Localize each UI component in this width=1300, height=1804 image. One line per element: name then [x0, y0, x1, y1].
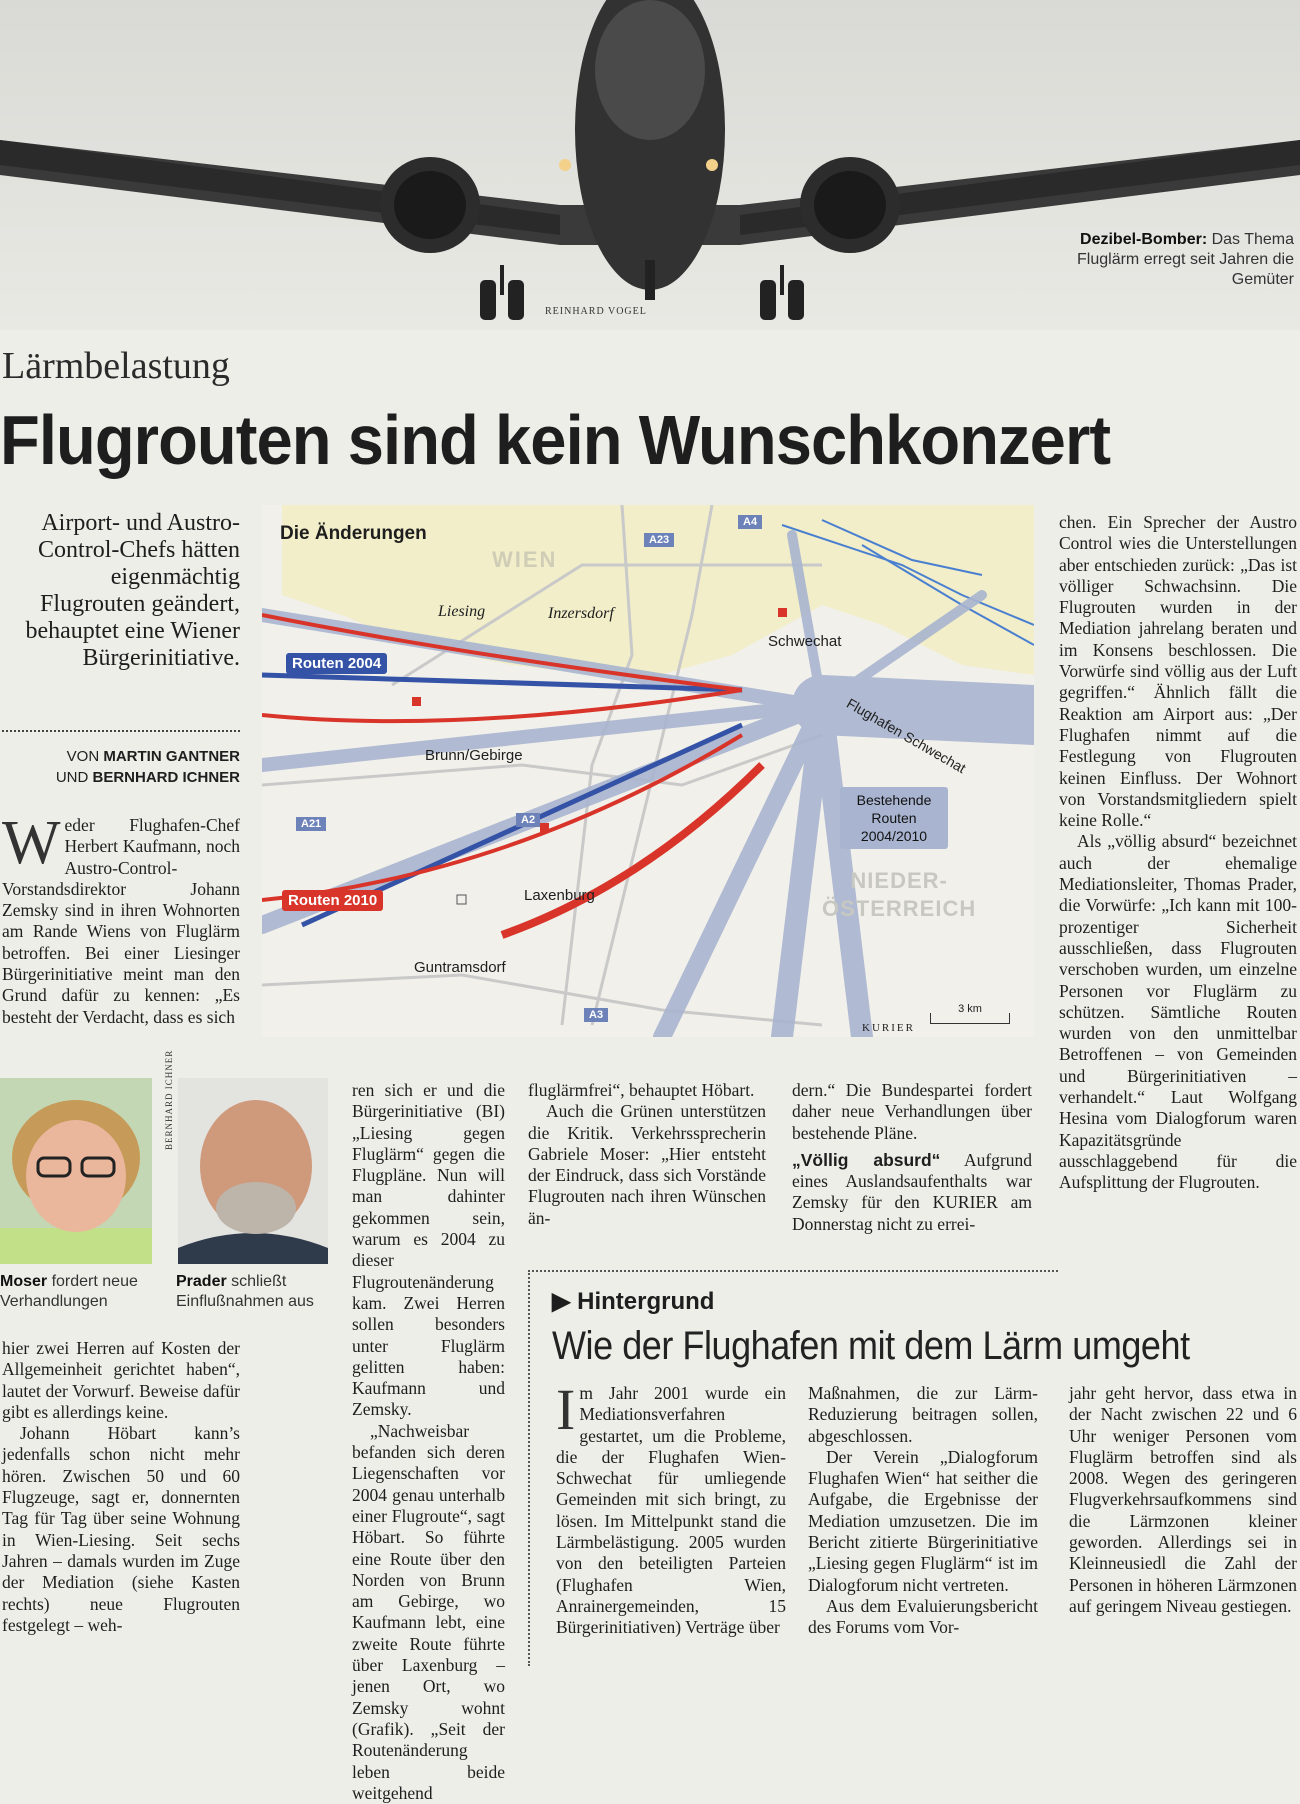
- portrait-prader-image: [178, 1078, 328, 1264]
- portrait-moser-image: [0, 1078, 152, 1264]
- paragraph: „Nachweisbar befanden sich deren Liegenschaften vor 2004 genau unterhalb einer Flugroute“, sagt Höbart. So führte eine Route über den Norden von Brunn am Gebirge, wo Kaufmann lebt, eine zweite Route führte über Laxenburg – jenen Ort, wo Zemsky wohnt (Grafik). „Seit der Routenänderung leben beide weitgehend: [352, 1420, 505, 1803]
- paragraph: Auch die Grünen unterstützen die Kritik. Verkehrssprecherin Gabriele Moser: „Hier entsteht der Eindruck, dass sich Vorstände Flugrouten nach ihren Wünschen än-: [528, 1101, 766, 1228]
- article-column-1-lower: [2, 1338, 240, 1636]
- drop-cap: W: [2, 809, 61, 877]
- caption-name: Prader: [176, 1273, 227, 1290]
- subhead-voellig-absurd: „Völlig absurd“: [792, 1149, 941, 1170]
- paragraph: Johann Höbart kann’s jedenfalls schon nicht mehr hören. Zwischen 50 und 60 Flugzeuge, sagt er, donnernten Tag für Tag über seine Wohnung in Wien-Liesing. Seit sechs Jahren – damals wurden im Zuge der Mediation (siehe Kasten rechts) neue Flugrouten festgelegt – weh-: [2, 1423, 240, 1635]
- article-intro: eder Flughafen-Chef Herbert Kaufmann, noch Austro-Control-Vorstandsdirektor Johann Zemsky sind in ihren Wohnorten am Rande Wiens von Fluglärm betroffen. Bei einer Liesinger Bürgerinitiative meint man den Grund dafür zu kennen: „Es besteht der Verdacht, dass es sich: [2, 815, 240, 1027]
- author-name: MARTIN GANTNER: [103, 748, 240, 765]
- background-box-title: Wie der Flughafen mit dem Lärm umgeht: [552, 1324, 1190, 1368]
- author-name: BERNHARD ICHNER: [92, 769, 240, 786]
- caption-text: schließt Einflußnahmen aus: [176, 1273, 314, 1310]
- map-title: Die Änderungen: [280, 523, 427, 544]
- paragraph: Maßnahmen, die zur Lärm-Reduzierung beitragen sollen, abgeschlossen.: [808, 1383, 1038, 1446]
- background-column-2: [808, 1383, 1038, 1639]
- airplane-photo: [0, 0, 1300, 330]
- label-niederoesterreich: NIEDER- ÖSTERREICH: [822, 868, 977, 921]
- photo-caption: [1054, 230, 1294, 290]
- place-laxenburg: Laxenburg: [524, 887, 595, 904]
- article-column-1: [2, 809, 240, 1028]
- paragraph: Der Verein „Dialogforum Flughafen Wien“ hat seither die Aufgabe, die Ergebnisse der Mediation umzusetzen. Die im Bericht zitierte Bürgerinitiative „Liesing gegen Fluglärm“ ist im Dialogforum nicht vertreten.: [808, 1446, 1038, 1595]
- caption-text: fordert neue Verhandlungen: [0, 1273, 138, 1310]
- photo-caption-text: Das Thema Fluglärm erregt seit Jahren die Gemüter: [1077, 231, 1294, 288]
- route-map: [262, 505, 1034, 1037]
- caption-moser: [0, 1272, 160, 1312]
- place-brunn-gebirge: Brunn/Gebirge: [425, 747, 523, 764]
- paragraph: chen. Ein Sprecher der Austro Control wies die Unterstellungen aber entschieden zurück: „Das ist völliger Schwachsinn. Die Flugrouten wurden in der Mediation jahrelang beraten und im Konsens beschlossen. Die Vorwürfe sind völlig aus der Luft gegriffen.“ Ähnlich fällt die Reaktion am Airport aus: „Der Flughafen nimmt auf die Festlegung von Flugrouten keinen Einfluss. Der Wohnort von Vorstandsmitgliedern spielt keine Rolle.“: [1059, 512, 1297, 831]
- background-text: m Jahr 2001 wurde ein Mediationsverfahren gestartet, um die Probleme, die der Flughafen Wien-Schwechat für umliegende Gemeinden mit sich bringt, zu lösen. Im Mittelpunkt stand die Lärmbelästigung. 2005 wurden von den beteiligten Parteien (Flughafen Wien, Anrainergemeinden, 15 Bürgerinitiativen) Verträge über: [556, 1383, 786, 1638]
- article-column-2: [352, 1080, 505, 1804]
- paragraph: fluglärmfrei“, behauptet Höbart.: [528, 1080, 755, 1100]
- paragraph: [792, 1150, 1032, 1235]
- marker-brunn: [412, 697, 421, 706]
- paragraph: Aus dem Evaluierungsbericht des Forums vom Vor-: [808, 1595, 1038, 1638]
- label-wien: WIEN: [492, 547, 558, 572]
- map-scale-label: 3 km: [958, 1003, 982, 1015]
- paragraph: dern.“ Die Bundespartei fordert daher neue Verhandlungen über bestehende Pläne.: [792, 1080, 1032, 1143]
- article-column-5: [1059, 512, 1297, 1194]
- photo-caption-bold: Dezibel-Bomber:: [1080, 231, 1208, 248]
- byline: [10, 746, 240, 788]
- paragraph: hier zwei Herren auf Kosten der Allgemeinheit gerichtet haben“, lautet der Vorwurf. Beweise dafür gibt es allerdings keine.: [2, 1338, 240, 1422]
- marker-guntramsdorf: [457, 895, 466, 904]
- caption-prader: [176, 1272, 336, 1312]
- road-a21: A21: [296, 817, 326, 831]
- road-a4: A4: [738, 515, 762, 529]
- place-guntramsdorf: Guntramsdorf: [414, 959, 506, 976]
- photo-credit: REINHARD VOGEL: [545, 306, 647, 317]
- byline-prefix: VON: [66, 748, 100, 765]
- marker-schwechat: [778, 608, 787, 617]
- box-divider: [528, 1270, 1058, 1272]
- place-flughafen-schwechat: Flughafen Schwechat: [844, 695, 969, 777]
- portrait-credit: BERNHARD ICHNER: [164, 1049, 174, 1150]
- place-liesing: Liesing: [438, 603, 486, 620]
- background-column-1: [556, 1377, 786, 1639]
- article-teaser: Airport- und Austro-Control-Chefs hätten eigenmächtig Flugrouten geändert, behauptet eine Wiener Bürgerinitiative.: [25, 510, 240, 671]
- article-column-4: [792, 1080, 1032, 1235]
- divider: [2, 730, 240, 732]
- article-column-3: [528, 1080, 766, 1229]
- byline-prefix: UND: [55, 769, 89, 786]
- map-source: KURIER: [862, 1022, 915, 1034]
- portrait-moser: [0, 1078, 152, 1264]
- drop-cap: I: [556, 1377, 576, 1442]
- road-a23: A23: [644, 533, 674, 547]
- triangle-icon: ▶: [552, 1288, 571, 1315]
- background-column-3: [1069, 1383, 1297, 1617]
- paragraph-text: Aufgrund eines Auslandsaufenthalts war Zemsky für den KURIER am Donnerstag nicht zu errei-: [792, 1149, 1032, 1234]
- route-map-graphic: [262, 505, 1034, 1037]
- article-headline: Flugrouten sind kein Wunschkonzert: [0, 401, 1111, 479]
- map-scale-bar: [930, 1003, 1010, 1024]
- place-schwechat: Schwechat: [768, 633, 842, 650]
- place-inzersdorf: Inzersdorf: [548, 605, 614, 622]
- background-box-label: [552, 1287, 714, 1316]
- paragraph: ren sich er und die Bürgerinitiative (BI) „Liesing gegen Fluglärm“ gegen die Flugpläne. Nun will man dahinter gekommen sein, warum es 2004 zu dieser Flugroutenänderung kam. Zwei Herren sollen besonders unter Fluglärm gelitten haben: Kaufmann und Zemsky.: [352, 1080, 505, 1420]
- legend-routes-2010: Routen 2010: [282, 890, 383, 911]
- paragraph: jahr geht hervor, dass etwa in der Nacht zwischen 22 und 6 Uhr weniger Personen vom Fluglärm betroffen sind als 2008. Wegen des geringeren Flugverkehrsaufkommens sind die Lärmzonen kleiner geworden. Allerdings sei in Kleinneusiedl die Zahl der Personen in höheren Lärmzonen auf geringem Niveau gestiegen.: [1069, 1383, 1297, 1616]
- portrait-prader: [178, 1078, 328, 1264]
- road-a2: A2: [516, 813, 540, 827]
- article-kicker: Lärmbelastung: [2, 345, 230, 387]
- background-label-text: Hintergrund: [577, 1288, 715, 1315]
- box-divider-vertical: [528, 1270, 532, 1666]
- road-a3: A3: [584, 1008, 608, 1022]
- legend-existing-routes: Bestehende Routen 2004/2010: [840, 787, 948, 849]
- paragraph: Als „völlig absurd“ bezeichnet auch der ehemalige Mediationsleiter, Thomas Prader, die Vorwürfe: „Ich kann mit 100-prozentiger Sicherheit ausschließen, dass Flugrouten verschoben wurden, um einzelne Personen vor Fluglärm zu schützen. Sämtliche Routen wurden von den unmittelbar Betroffenen – von Gemeinden und Bürgerinitiativen – verhandelt.“ Laut Wolfgang Hesina vom Dialogforum waren Kapazitätsgründe ausschlaggebend für die Aufsplittung der Flugrouten.: [1059, 831, 1297, 1193]
- marker-laxenburg: [540, 823, 549, 832]
- caption-name: Moser: [0, 1273, 48, 1290]
- legend-routes-2004: Routen 2004: [286, 653, 387, 674]
